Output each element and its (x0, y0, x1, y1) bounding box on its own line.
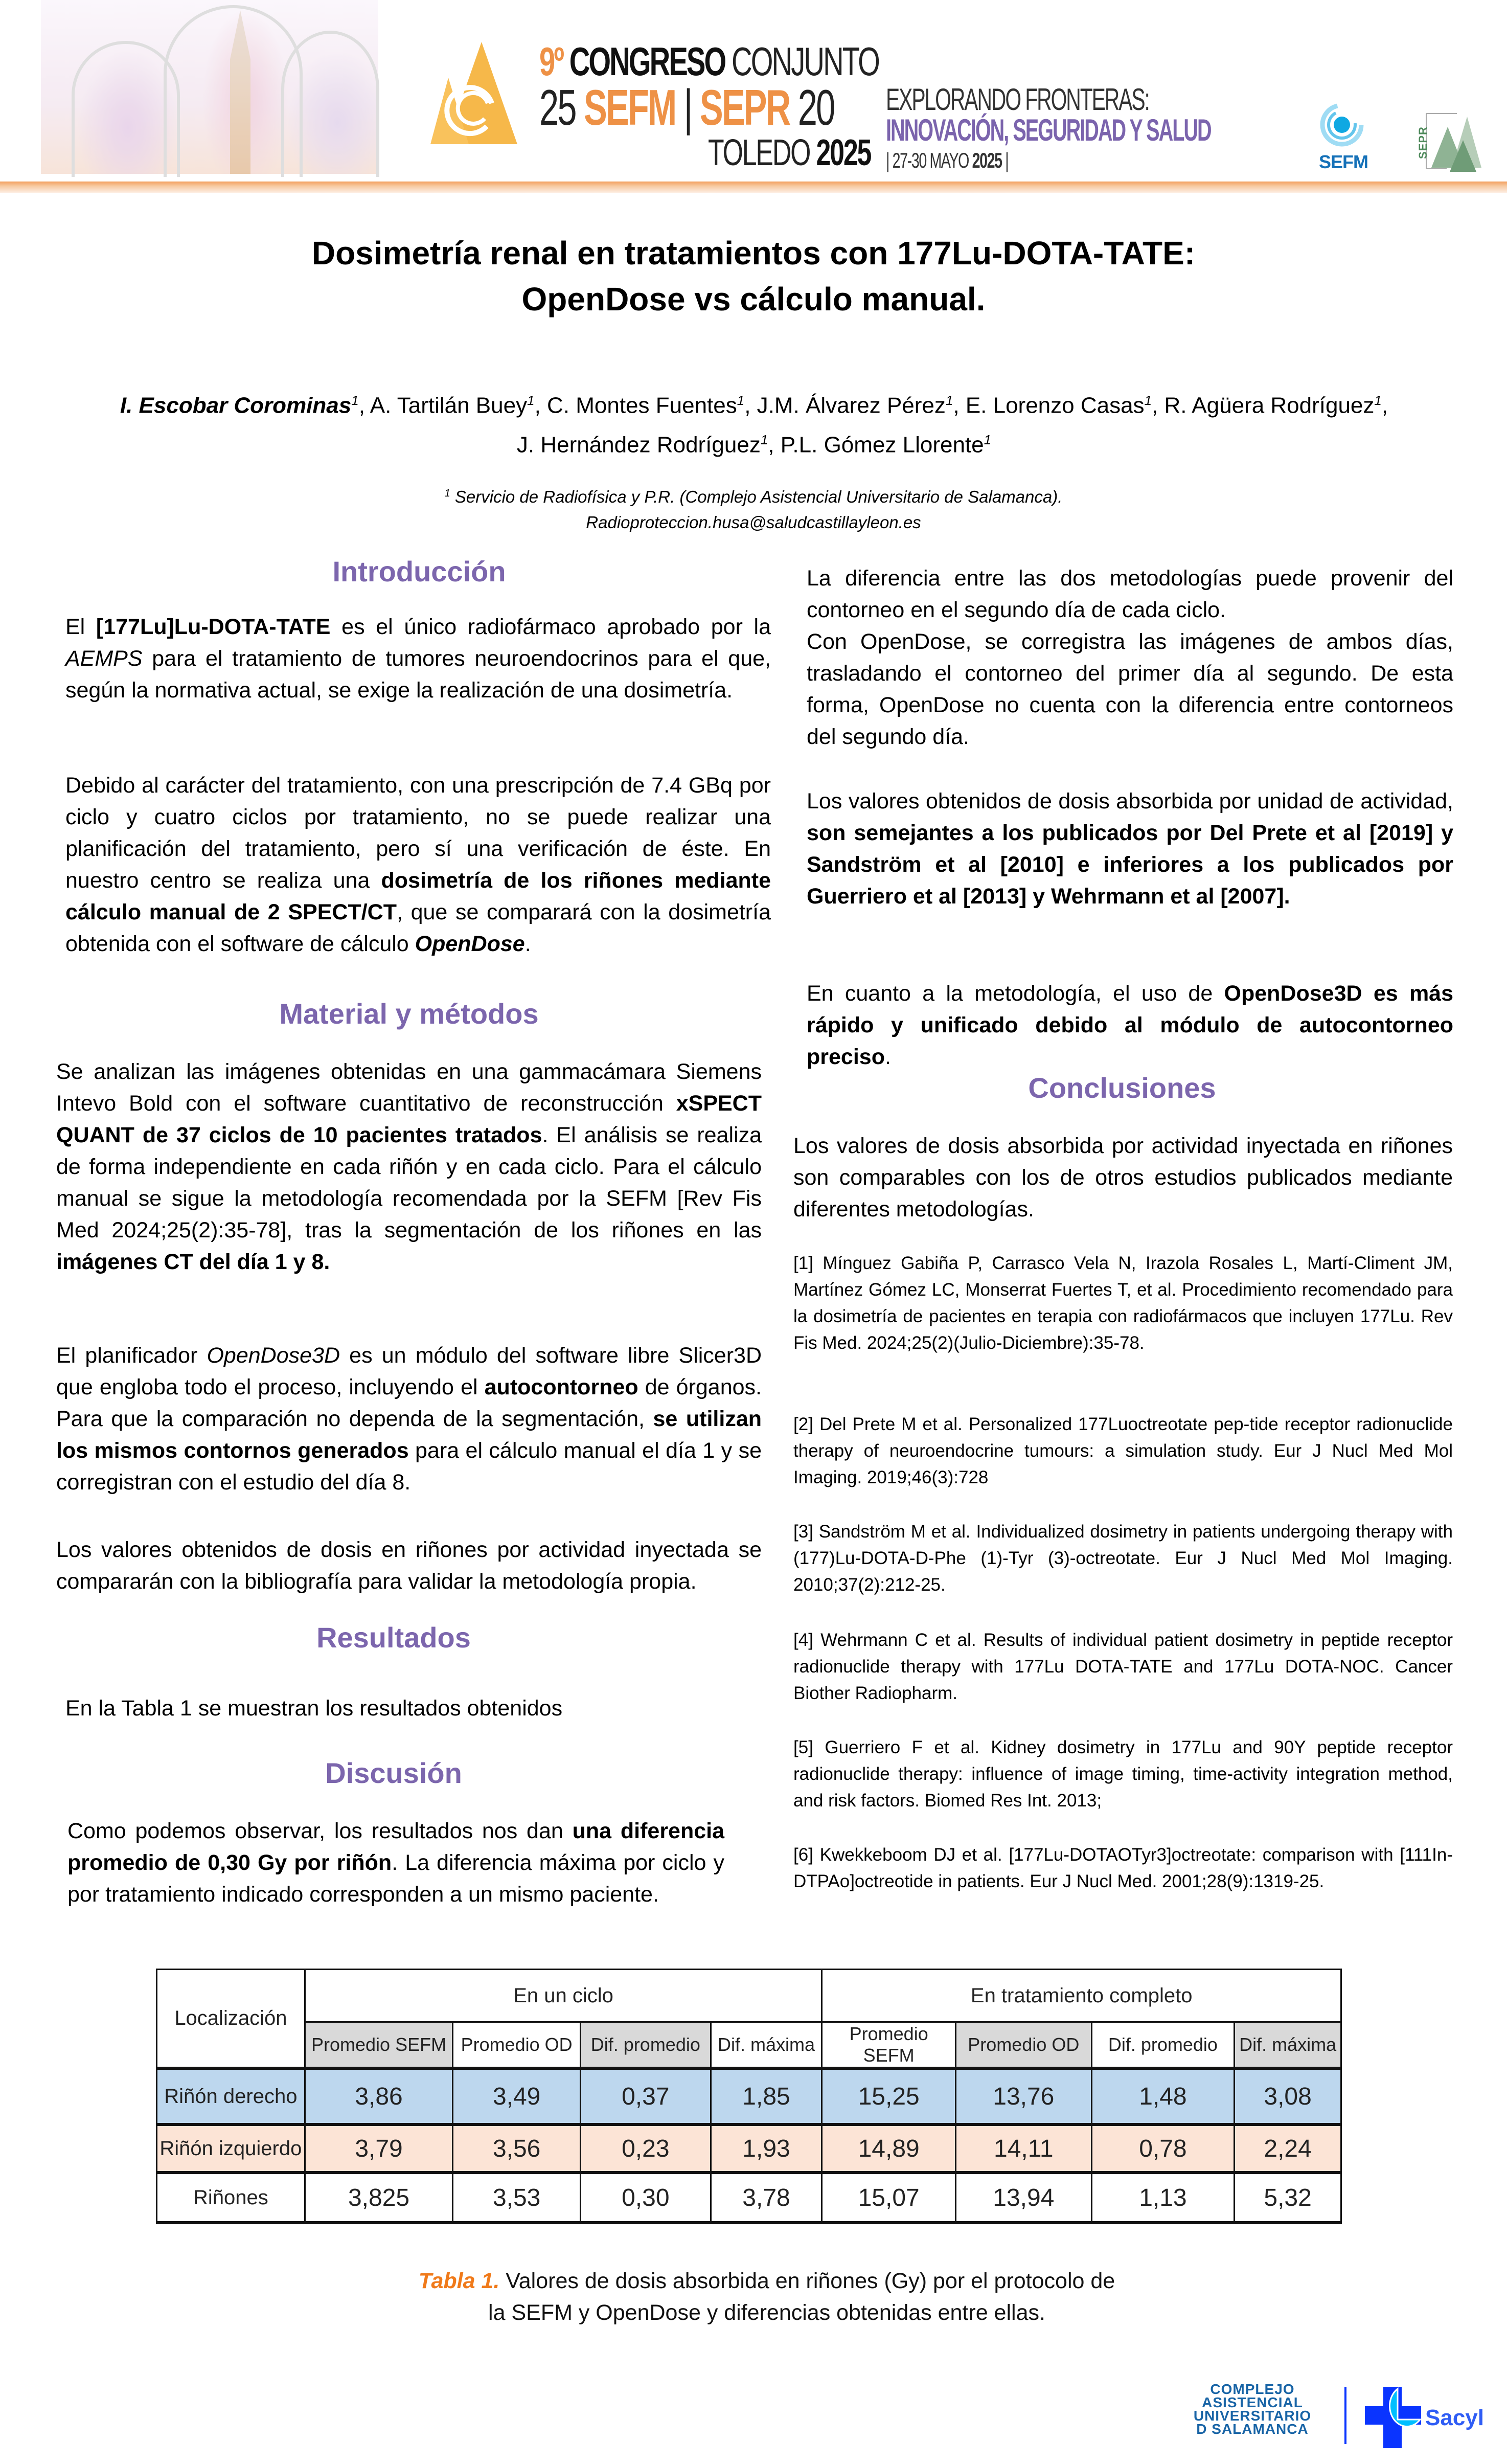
sacyl-cross-icon (1365, 2387, 1426, 2448)
congress-title-line (539, 41, 879, 82)
table-cell: 1,13 (1091, 2173, 1235, 2223)
discussion-paragraph-1: Como podemos observar, los resultados nos dan una diferencia promedio de 0,30 Gy por riñón. La diferencia máxima por ciclo y por tratamiento indicado corresponden a un mismo paciente. (67, 1819, 725, 1907)
sepr-logo (1416, 111, 1482, 173)
table-cell: 3,56 (453, 2124, 581, 2173)
author: E. Lorenzo Casas (965, 393, 1145, 418)
reference-item: [1] Mínguez Gabiña P, Carrasco Vela N, Irazola Rosales L, Martí-Climent JM, Martínez Gómez LC, Monserrat Fuertes T, et al. Procedimiento recomendado para la dosimetría de pacientes en terapia con radiofármacos que incluyen 177Lu. Rev Fis Med. 2024;25(2)(Julio-Diciembre):35-78. (793, 1253, 1453, 1353)
table-row-label: Riñones (157, 2173, 305, 2223)
table-cell: 15,25 (822, 2068, 956, 2124)
poster-title-line1: Dosimetría renal en tratamientos con 177Lu-DOTA-TATE: (311, 235, 1196, 272)
table-caption-text: la SEFM y OpenDose y diferencias obtenidas entre ellas. (488, 2300, 1045, 2325)
sepr-logo-label: SEPR (1416, 126, 1429, 159)
table-col-header: Promedio OD (453, 2022, 581, 2069)
toledo-illustration (41, 0, 378, 174)
table-cell: 3,53 (453, 2173, 581, 2223)
table-cell: 0,30 (581, 2173, 711, 2223)
table-cell: 3,49 (453, 2068, 581, 2124)
methods-paragraph-3: Los valores obtenidos de dosis en riñones por actividad inyectada se compararán con la bibliografía para validar la metodología propia. (56, 1538, 762, 1594)
methods-paragraph-2: El planificador OpenDose3D es un módulo del software libre Slicer3D que engloba todo el proceso, incluyendo el autocontorneo de órganos. Para que la comparación no dependa de la segmentación, se utilizan los mismos contornos generados para el cálculo manual el día 1 y se corregistran con el estudio del día 8. (56, 1343, 762, 1495)
reference-item: [3] Sandström M et al. Individualized dosimetry in patients undergoing therapy with (177)Lu-DOTA-D-Phe (1)-Tyr (3)-octreotate. Eur J Nucl Med Mol Imaging. 2010;37(2):212-25. (793, 1522, 1453, 1595)
section-title-introduccion: Introducción (332, 555, 506, 587)
author-affil-sup: 1 (1144, 393, 1152, 408)
author-affil-sup: 1 (527, 393, 535, 408)
intro-paragraph-2: Debido al carácter del tratamiento, con una prescripción de 7.4 GBq por ciclo y cuatro ciclos por tratamiento, no se puede realizar una planificación del tratamiento, pero sí una verificación de éste. En nuestro centro se realiza una dosimetría de los riñones mediante cálculo manual de 2 SPECT/CT, que se comparará con la dosimetría obtenida con el software de cálculo OpenDose. (65, 773, 771, 956)
society-sefm: SEFM (583, 79, 676, 135)
tagline-innovacion: INNOVACIÓN, SEGURIDAD Y SALUD (886, 113, 1211, 147)
table-row-label: Riñón derecho (157, 2068, 305, 2124)
table-col-header: Promedio SEFM (305, 2022, 453, 2069)
author-affil-sup: 1 (1374, 393, 1382, 408)
congress-logo-icon (430, 42, 522, 144)
poster-title-line2: OpenDose vs cálculo manual. (521, 281, 986, 318)
table-cell: 1,93 (711, 2124, 822, 2173)
author: P.L. Gómez Llorente (780, 432, 984, 458)
table-cell: 0,23 (581, 2124, 711, 2173)
table-col-header: Promedio SEFM (822, 2022, 956, 2069)
author: R. Agüera Rodríguez (1164, 393, 1375, 418)
author-affil-sup: 1 (984, 432, 992, 447)
table-group-header-tratamiento: En tratamiento completo (822, 1970, 1341, 2022)
table-cell: 3,825 (305, 2173, 453, 2223)
results-paragraph: En la Tabla 1 se muestran los resultados obtenidos (65, 1696, 563, 1721)
table-col-header: Dif. máxima (1235, 2022, 1341, 2069)
hospital-logo-line: D SALAMANCA (1196, 2421, 1309, 2437)
tagline-explorando: EXPLORANDO FRONTERAS: (886, 82, 1149, 117)
results-table (156, 1969, 1342, 2224)
header-banner (0, 0, 1507, 182)
society-sepr: SEPR (699, 79, 790, 135)
hospital-logo-line: COMPLEJO (1210, 2381, 1295, 2397)
author-list: I. Escobar Corominas$^1$, A. Tartilán Buey$^1$, C. Montes Fuentes$^1$, J.M. Álvarez Pérez$^1$, E. Lorenzo Casas$^1$, R. Agüera Rodríguez$^1$, J. Hernández Rodríguez$^1$, P.L. Gómez Llorente$^1$ (120, 393, 1388, 458)
arch-decoration (281, 31, 379, 177)
edition-right: 20 (797, 79, 834, 135)
sefm-rings-icon (1319, 102, 1365, 151)
congress-number: 9º (539, 39, 563, 84)
author: J.M. Álvarez Pérez (757, 393, 946, 418)
hospital-logo-line: ASISTENCIAL (1202, 2394, 1303, 2410)
table-cell: 2,24 (1235, 2124, 1341, 2173)
table-row-rinones (157, 2173, 1341, 2223)
footer-divider (1344, 2387, 1346, 2444)
dates-year: 2025 (972, 148, 1002, 172)
poster-title (0, 230, 1507, 322)
table-header-localizacion: Localización (157, 1970, 305, 2069)
discussion-paragraph-3: Con OpenDose, se corregistra las imágenes de ambos días, trasladando el contorneo del primer día al segundo. De esta forma, OpenDose no cuenta con la diferencia entre contorneos del segundo día. (807, 629, 1453, 749)
affiliation-text: Servicio de Radiofísica y P.R. (Complejo Asistencial Universitario de Salamanca). (454, 487, 1063, 506)
discussion-paragraph-5: En cuanto a la metodología, el uso de OpenDose3D es más rápido y unificado debido al módulo de autocontorneo preciso. (807, 981, 1454, 1069)
congress-location-line (708, 134, 871, 172)
conclusions-paragraph: Los valores de dosis absorbida por actividad inyectada en riñones son comparables con los de otros estudios publicados mediante diferentes metodologías. (793, 1134, 1453, 1222)
table-cell: 1,85 (711, 2068, 822, 2124)
table-cell: 15,07 (822, 2173, 956, 2223)
table-cell: 3,78 (711, 2173, 822, 2223)
sefm-logo-label: SEFM (1319, 151, 1368, 172)
author-affil-sup: 1 (945, 393, 953, 408)
author-affil-sup: 1 (351, 393, 359, 408)
section-title-resultados: Resultados (316, 1621, 471, 1654)
congress-dates (886, 148, 1008, 173)
affiliation (0, 481, 1507, 535)
table-row-rinon-izquierdo (157, 2124, 1341, 2173)
table-cell: 5,32 (1235, 2173, 1341, 2223)
table-col-header: Dif. promedio (581, 2022, 711, 2069)
table-cell: 3,08 (1235, 2068, 1341, 2124)
congress-joint: CONJUNTO (732, 39, 879, 84)
table-cell: 14,89 (822, 2124, 956, 2173)
congress-city: TOLEDO (708, 132, 810, 173)
table-cell: 13,94 (956, 2173, 1092, 2223)
author: C. Montes Fuentes (547, 393, 737, 418)
discussion-paragraph-2: La diferencia entre las dos metodologías puede provenir del contorneo en el segundo día de cada ciclo. (807, 566, 1453, 622)
methods-paragraph-1: Se analizan las imágenes obtenidas en una gammacámara Siemens Intevo Bold con el software cuantitativo de reconstrucción xSPECT QUANT de 37 ciclos de 10 pacientes tratados. El análisis se realiza de forma independiente en cada riñón y en cada ciclo. Para el cálculo manual se sigue la metodología recomendada por la SEFM [Rev Fis Med 2024;25(2):35-78], tras la segmentación de los riñones en las imágenes CT del día 1 y 8. (56, 1059, 762, 1274)
table-cell: 3,86 (305, 2068, 453, 2124)
author: A. Tartilán Buey (370, 393, 528, 418)
table-cell: 0,37 (581, 2068, 711, 2124)
table-col-header: Dif. promedio (1091, 2022, 1235, 2069)
table-cell: 3,79 (305, 2124, 453, 2173)
table-caption (358, 2265, 1176, 2329)
discussion-paragraph-4: Los valores obtenidos de dosis absorbida por unidad de actividad, son semejantes a los publicados por Del Prete et al [2019] y Sandström et al [2010] e inferiores a los publicados por Guerriero et al [2013] y Wehrmann et al [2007]. (807, 789, 1453, 909)
table-group-header-ciclo: En un ciclo (305, 1970, 822, 2022)
reference-item: [5] Guerriero F et al. Kidney dosimetry in 177Lu and 90Y peptide receptor radionuclide therapy: influence of image timing, time-activity integration method, and risk factors. Biomed Res Int. 2013; (793, 1737, 1453, 1811)
table-row-rinon-derecho (157, 2068, 1341, 2124)
congress-societies-line: 25 SEFM | SEPR 20 (539, 79, 834, 135)
reference-item: [4] Wehrmann C et al. Results of individual patient dosimetry in peptide receptor radionuclide therapy with 177Lu DOTA-TATE and 177Lu DOTA-NOC. Cancer Biother Radiopharm. (793, 1630, 1453, 1703)
banner-divider (0, 182, 1507, 193)
table-col-header: Dif. máxima (711, 2022, 822, 2069)
sacyl-logo-label: Sacyl (1425, 2405, 1484, 2430)
author-first: I. Escobar Corominas (120, 393, 352, 418)
table-cell: 0,78 (1091, 2124, 1235, 2173)
table-cell: 13,76 (956, 2068, 1092, 2124)
author-affil-sup: 1 (760, 432, 768, 447)
author: J. Hernández Rodríguez (516, 432, 761, 458)
table-caption-label: Tabla 1. (418, 2269, 500, 2293)
section-title-conclusiones: Conclusiones (1028, 1072, 1216, 1104)
edition-left: 25 (539, 79, 576, 135)
section-title-discusion: Discusión (325, 1757, 462, 1789)
reference-item: [2] Del Prete M et al. Personalized 177Luoctreotate pep-tide receptor radionuclide therapy of neuroendocrine tumours: a simulation study. Eur J Nucl Med Mol Imaging. 2019;46(3):728 (793, 1414, 1453, 1487)
intro-paragraph-1: El [177Lu]Lu-DOTA-TATE es el único radiofármaco aprobado por la AEMPS para el tratamiento de tumores neuroendocrinos para el que, según la normativa actual, se exige la realización de una dosimetría. (65, 615, 771, 703)
author-affil-sup: 1 (737, 393, 745, 408)
section-title-material: Material y métodos (279, 998, 539, 1030)
dates-suffix: | (1005, 148, 1009, 172)
affiliation-sup: 1 (444, 488, 450, 499)
table-col-header: Promedio OD (956, 2022, 1092, 2069)
contact-email[interactable]: Radioproteccion.husa@saludcastillayleon.es (586, 513, 921, 532)
reference-item: [6] Kwekkeboom DJ et al. [177Lu-DOTAOTyr3]octreotate: comparison with [111In-DTPAo]octreotide in patients. Eur J Nucl Med. 2001;28(9):1319-25. (793, 1845, 1453, 1891)
dates-range: | 27-30 MAYO (886, 148, 969, 172)
sacyl-logo (1365, 2387, 1488, 2448)
table-caption-text: Valores de dosis absorbida en riñones (Gy) por el protocolo de (499, 2269, 1115, 2293)
hospital-logo-line: UNIVERSITARIO (1193, 2408, 1312, 2424)
congress-word: CONGRESO (569, 39, 725, 84)
sefm-logo (1319, 102, 1368, 172)
congress-year: 2025 (816, 132, 871, 173)
table-cell: 14,11 (956, 2124, 1092, 2173)
hospital-logo (1176, 2383, 1329, 2436)
table-row-label: Riñón izquierdo (157, 2124, 305, 2173)
table-cell: 1,48 (1091, 2068, 1235, 2124)
